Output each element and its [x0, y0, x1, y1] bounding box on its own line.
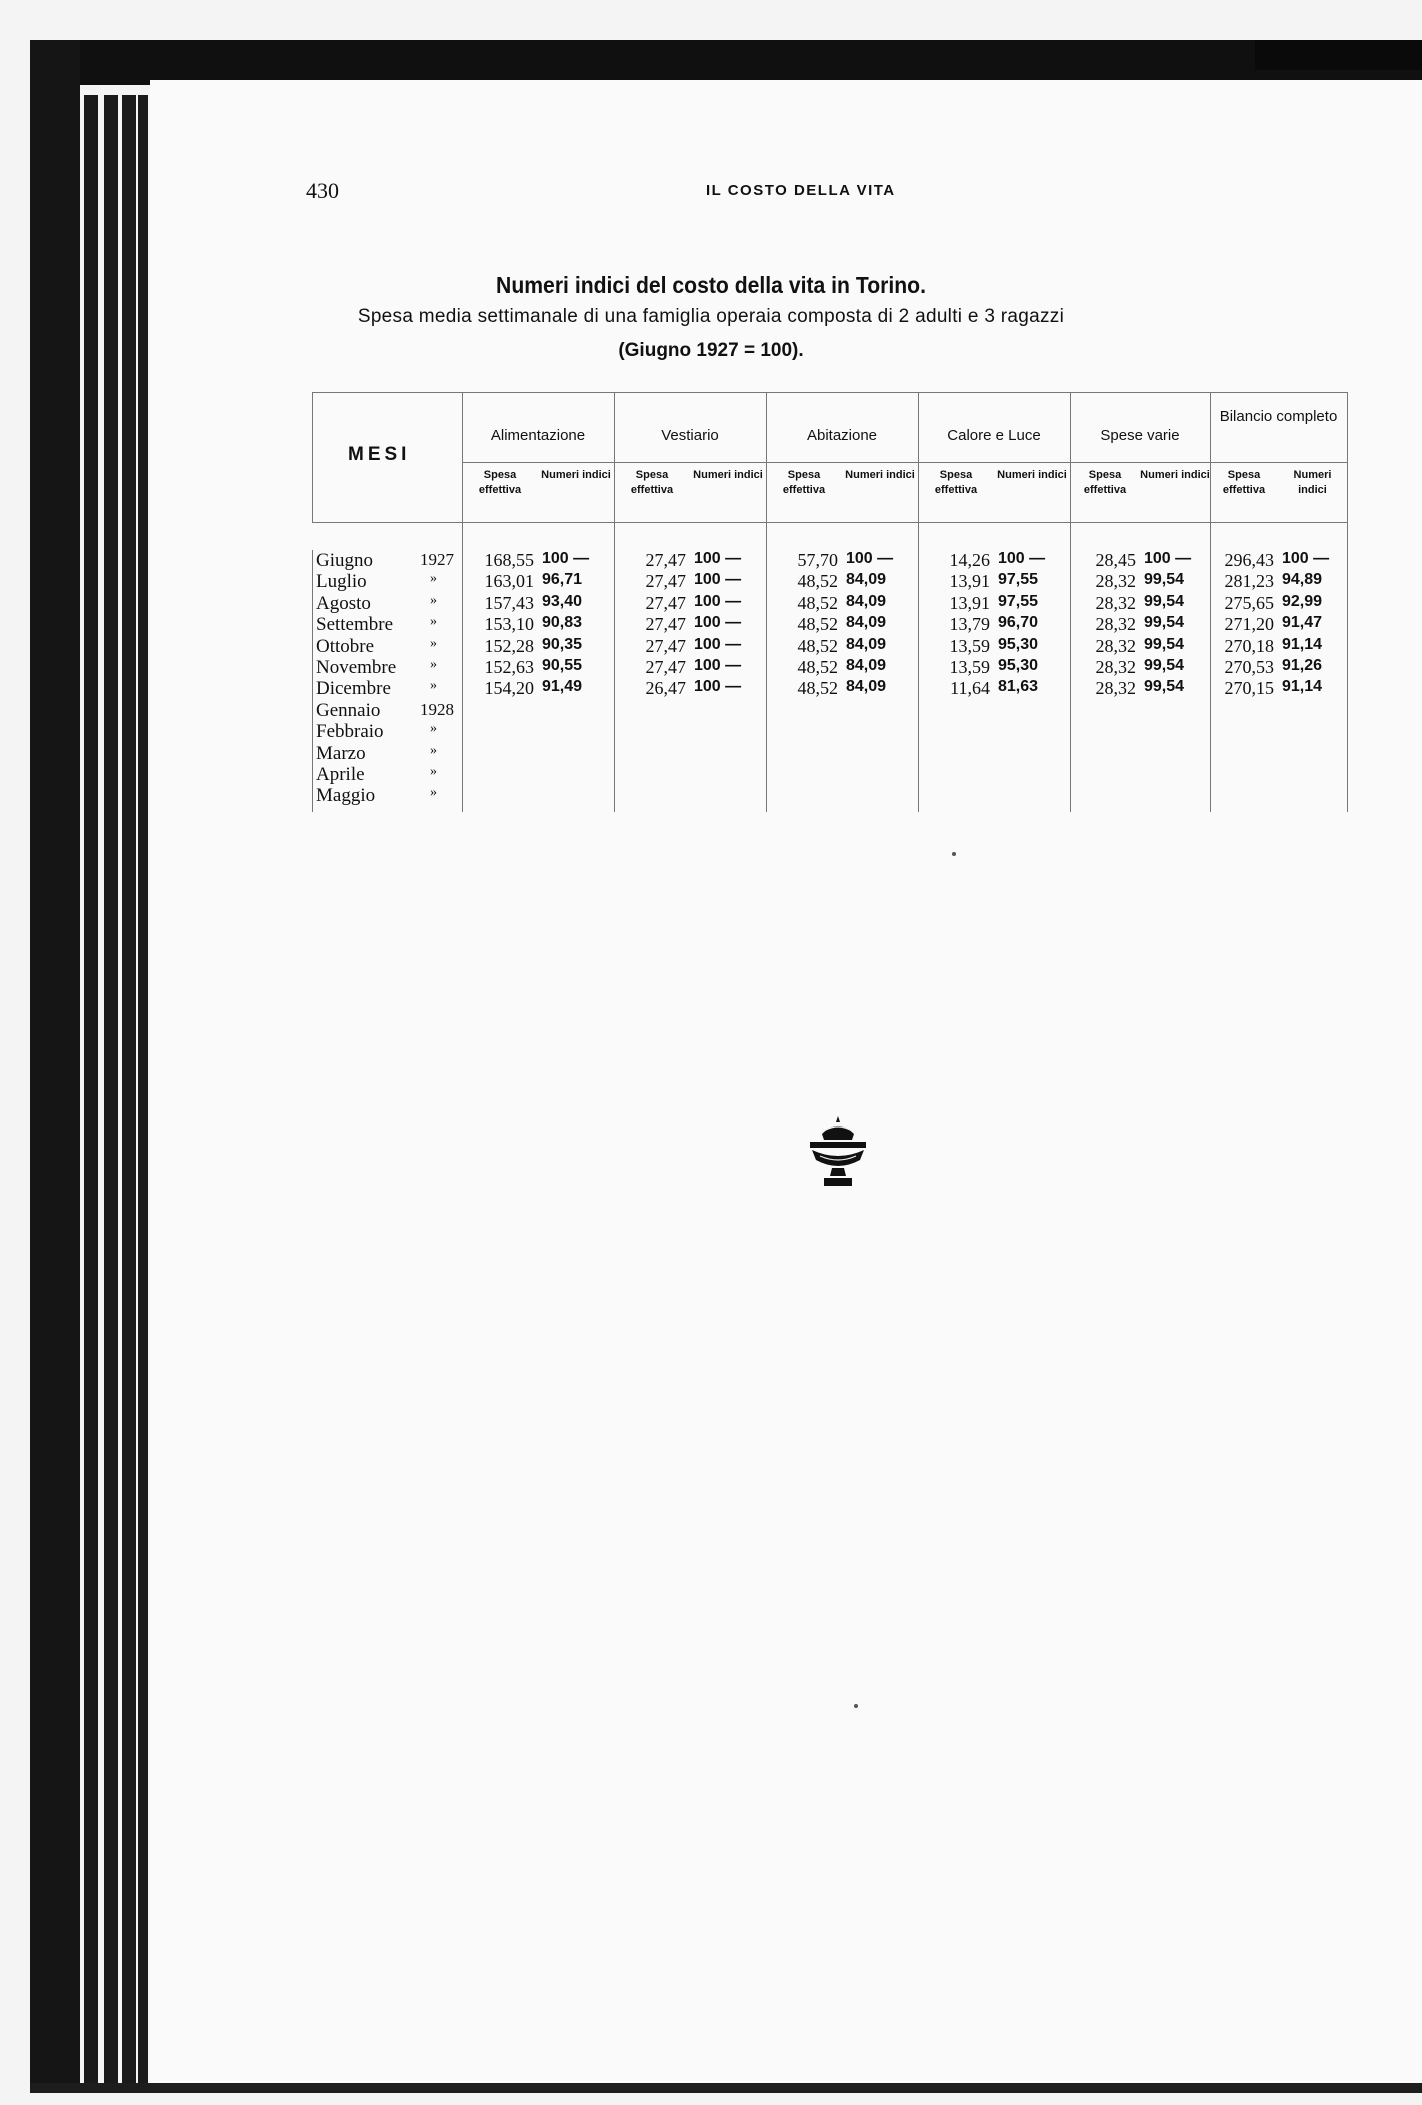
group-head-bilancio: Bilancio completo	[1219, 408, 1338, 425]
group-head-spese-varie: Spese varie	[1100, 427, 1180, 444]
index-cell: 96,70	[998, 614, 1039, 632]
spesa-cell: 27,47	[645, 656, 686, 677]
spesa-cell: 296,43	[1224, 550, 1274, 570]
month-year-mark: »	[430, 614, 437, 630]
month-year-mark: »	[430, 592, 437, 608]
spesa-cell: 152,63	[484, 656, 534, 677]
spesa-cell: 27,47	[645, 571, 686, 592]
month-name: Agosto	[316, 592, 371, 614]
index-cell: 90,35	[542, 635, 583, 653]
index-cell: 84,09	[846, 678, 887, 696]
spesa-cell: 168,55	[484, 550, 534, 570]
cost-of-living-table	[312, 392, 1348, 814]
scan-book-edge-corner	[1255, 40, 1422, 70]
sub-head-numeri: Numeri indici	[693, 469, 763, 481]
spesa-cell: 275,65	[1224, 592, 1274, 613]
index-cell: 97,55	[998, 592, 1039, 610]
index-cell: 100 —	[694, 656, 742, 674]
index-cell: 91,14	[1282, 635, 1323, 653]
spesa-cell: 28,32	[1095, 678, 1136, 699]
month-name: Maggio	[316, 785, 376, 807]
running-head: IL COSTO DELLA VITA	[706, 182, 896, 199]
index-cell: 94,89	[1282, 571, 1323, 589]
index-cell: 93,40	[542, 592, 583, 610]
spesa-cell: 270,18	[1224, 635, 1274, 656]
month-name: Aprile	[316, 763, 365, 785]
spesa-cell: 48,52	[797, 678, 838, 699]
index-cell: 91,14	[1282, 678, 1323, 696]
spesa-cell: 13,79	[949, 614, 990, 635]
month-year-mark: »	[430, 721, 437, 737]
group-head-vestiario: Vestiario	[661, 427, 719, 444]
spesa-cell: 154,20	[484, 678, 534, 699]
index-cell: 99,54	[1144, 592, 1185, 610]
scan-page-leaf	[122, 95, 136, 2090]
spesa-cell: 27,47	[645, 592, 686, 613]
spesa-cell: 48,52	[797, 592, 838, 613]
index-cell: 100 —	[542, 550, 590, 567]
month-name: Marzo	[316, 742, 366, 764]
spesa-cell: 157,43	[484, 592, 534, 613]
index-cell: 99,54	[1144, 635, 1185, 653]
month-name: Luglio	[316, 571, 367, 593]
sub-head-spesa: Spesa effettiva	[478, 469, 522, 496]
index-cell: 99,54	[1144, 614, 1185, 632]
index-cell: 95,30	[998, 635, 1039, 653]
table-row	[312, 678, 1348, 699]
group-head-abitazione: Abitazione	[806, 427, 878, 444]
spesa-cell: 48,52	[797, 635, 838, 656]
page-paper	[150, 80, 1422, 2083]
spesa-cell: 27,47	[645, 550, 686, 570]
group-header-rule	[462, 462, 1348, 463]
spesa-cell: 13,91	[949, 571, 990, 592]
month-name: Ottobre	[316, 635, 375, 657]
table-row	[312, 657, 1348, 678]
index-cell: 92,99	[1282, 592, 1323, 610]
index-cell: 81,63	[998, 678, 1039, 696]
spesa-cell: 271,20	[1224, 614, 1274, 635]
spesa-cell: 13,91	[949, 592, 990, 613]
index-cell: 91,49	[542, 678, 583, 696]
sub-head-spesa: Spesa effettiva	[1222, 469, 1266, 496]
spesa-cell: 11,64	[950, 678, 990, 699]
index-cell: 100 —	[1144, 550, 1192, 567]
sub-head-numeri: Numeri indici	[541, 469, 611, 481]
spesa-cell: 13,59	[949, 656, 990, 677]
index-cell: 84,09	[846, 656, 887, 674]
sub-head-spesa: Spesa effettiva	[630, 469, 674, 496]
scan-speck	[952, 852, 956, 856]
sub-head-spesa: Spesa effettiva	[1083, 469, 1127, 496]
index-cell: 91,26	[1282, 656, 1323, 674]
spesa-cell: 13,59	[949, 635, 990, 656]
spesa-cell: 152,28	[484, 635, 534, 656]
row-header-mesi: MESI	[348, 444, 411, 465]
index-cell: 100 —	[998, 550, 1046, 567]
index-cell: 99,54	[1144, 571, 1185, 589]
index-cell: 91,47	[1282, 614, 1323, 632]
month-year-mark: »	[430, 656, 437, 672]
index-cell: 100 —	[694, 571, 742, 589]
scan-page-leaf	[138, 95, 148, 2090]
index-cell: 90,55	[542, 656, 583, 674]
index-cell: 100 —	[694, 550, 742, 567]
index-cell: 100 —	[846, 550, 894, 567]
scan-speck	[854, 1704, 858, 1708]
table-row	[312, 550, 1348, 571]
sub-head-spesa: Spesa effettiva	[934, 469, 978, 496]
decorative-vase-ornament	[802, 1112, 874, 1190]
scan-page-leaf	[84, 95, 98, 2090]
sub-head-numeri: Numeri indici	[1293, 469, 1332, 496]
data-rows	[312, 550, 1348, 700]
table-row	[312, 636, 1348, 657]
spesa-cell: 28,32	[1095, 592, 1136, 613]
index-cell: 100 —	[694, 614, 742, 632]
table-left-rule	[312, 392, 313, 522]
index-cell: 84,09	[846, 635, 887, 653]
group-head-calore-luce: Calore e Luce	[947, 427, 1041, 444]
scan-book-edge-bottom	[30, 2083, 1422, 2093]
index-cell: 100 —	[694, 635, 742, 653]
sub-head-numeri: Numeri indici	[845, 469, 915, 481]
month-year-mark: 1928	[420, 699, 454, 719]
index-cell: 84,09	[846, 614, 887, 632]
sub-head-numeri: Numeri indici	[997, 469, 1067, 481]
index-cell: 84,09	[846, 592, 887, 610]
month-year-mark: 1927	[420, 550, 454, 569]
sub-head-numeri: Numeri indici	[1140, 469, 1210, 481]
spesa-cell: 14,26	[949, 550, 990, 570]
index-cell: 100 —	[694, 678, 742, 696]
month-year-mark: »	[430, 785, 437, 801]
month-name: Settembre	[316, 614, 394, 636]
index-cell: 99,54	[1144, 656, 1185, 674]
spesa-cell: 270,53	[1224, 656, 1274, 677]
spesa-cell: 57,70	[797, 550, 838, 570]
spesa-cell: 163,01	[484, 571, 534, 592]
table-row	[312, 571, 1348, 592]
spesa-cell: 153,10	[484, 614, 534, 635]
spesa-cell: 28,32	[1095, 571, 1136, 592]
spesa-cell: 28,45	[1095, 550, 1136, 570]
index-cell: 99,54	[1144, 678, 1185, 696]
table-row	[312, 614, 1348, 635]
index-cell: 97,55	[998, 571, 1039, 589]
index-cell: 96,71	[542, 571, 583, 589]
index-cell: 100 —	[694, 592, 742, 610]
spesa-cell: 270,15	[1224, 678, 1274, 699]
spesa-cell: 26,47	[645, 678, 686, 699]
table-base-note: (Giugno 1927 = 100).	[618, 340, 804, 361]
spesa-cell: 48,52	[797, 656, 838, 677]
table-top-rule	[312, 392, 1348, 393]
month-name: Gennaio	[316, 699, 381, 721]
spesa-cell: 27,47	[645, 614, 686, 635]
scan-page-leaf	[104, 95, 118, 2090]
spesa-cell: 28,32	[1095, 635, 1136, 656]
month-name: Febbraio	[316, 721, 384, 743]
index-cell: 95,30	[998, 656, 1039, 674]
month-year-mark: »	[430, 742, 437, 758]
spesa-cell: 281,23	[1224, 571, 1274, 592]
index-cell: 90,83	[542, 614, 583, 632]
month-year-mark: »	[430, 571, 437, 587]
page-number: 430	[306, 178, 339, 203]
table-title: Numeri indici del costo della vita in Torino.	[496, 272, 926, 298]
header-bottom-rule	[312, 522, 1348, 523]
scan-book-edge-top	[30, 40, 1422, 85]
table-row	[312, 593, 1348, 614]
table-subtitle: Spesa media settimanale di una famiglia operaia composta di 2 adulti e 3 ragazzi	[357, 306, 1065, 327]
month-name: Novembre	[316, 656, 397, 678]
index-cell: 84,09	[846, 571, 887, 589]
index-cell: 100 —	[1282, 550, 1330, 567]
spesa-cell: 48,52	[797, 571, 838, 592]
month-name: Giugno	[316, 550, 373, 571]
spesa-cell: 28,32	[1095, 656, 1136, 677]
group-head-alimentazione: Alimentazione	[490, 427, 586, 444]
spesa-cell: 48,52	[797, 614, 838, 635]
month-year-mark: »	[430, 635, 437, 651]
month-year-mark: »	[430, 763, 437, 779]
spesa-cell: 27,47	[645, 635, 686, 656]
sub-head-spesa: Spesa effettiva	[782, 469, 826, 496]
spesa-cell: 28,32	[1095, 614, 1136, 635]
month-name: Dicembre	[316, 678, 391, 700]
month-year-mark: »	[430, 678, 437, 694]
